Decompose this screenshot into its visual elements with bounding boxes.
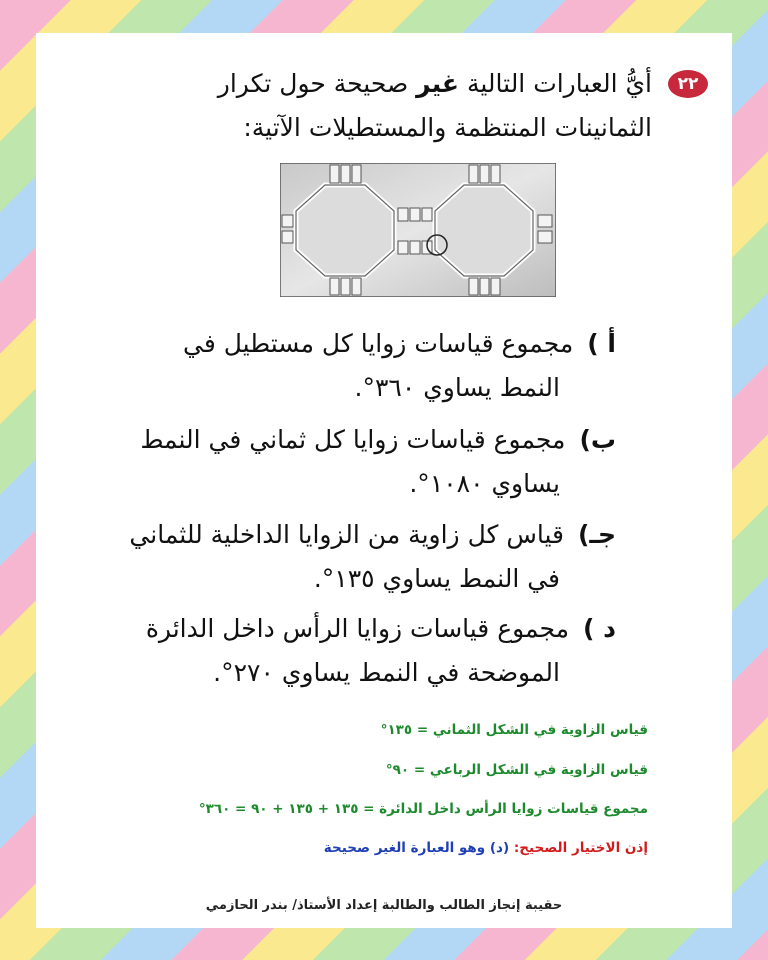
option-d [146,607,616,695]
question-line-1: أيُّ العبارات التالية غير صحيحة حول تكرار [217,69,652,98]
option-c [129,513,616,601]
option-c-line1: قياس كل زاوية من الزوايا الداخلية للثماني [129,520,564,549]
option-a-line1: مجموع قياسات زوايا كل مستطيل في [183,329,574,358]
option-a-line2: النمط يساوي ٣٦٠°. [354,373,560,402]
question-text [170,62,652,150]
option-b-line2: يساوي ١٠٨٠°. [409,469,560,498]
option-b [140,418,616,506]
option-c-letter: جـ) [578,520,616,549]
option-b-letter: ب) [579,425,616,454]
option-d-line2: الموضحة في النمط يساوي ٢٧٠°. [213,658,560,687]
solution-line-2: قياس الزاوية في الشكل الرباعي = ٩٠° [385,762,648,778]
option-c-line2: في النمط يساوي ١٣٥°. [313,564,560,593]
final-answer-note: وهو العبارة الغير صحيحة [323,840,486,856]
option-a [183,322,616,410]
question-line-2: الثمانينات المنتظمة والمستطيلات الآتية: [243,113,652,142]
option-d-line1: مجموع قياسات زوايا الرأس داخل الدائرة [145,614,570,643]
solution-line-4 [324,840,648,856]
solution-line-3: مجموع قياسات زوايا الرأس داخل الدائرة = ١٣٥ + ١٣٥ + ٩٠ = ٣٦٠° [198,801,648,817]
option-d-letter: د ) [583,614,616,643]
solution-line-1: قياس الزاوية في الشكل الثماني = ١٣٥° [380,722,648,738]
tessellation-figure [280,163,556,297]
option-b-line1: مجموع قياسات زوايا كل ثماني في النمط [140,425,566,454]
final-answer-label: إذن الاختيار الصحيح: [513,840,648,856]
question-number-badge: ٢٢ [668,70,708,98]
footer-credit: حقيبة إنجاز الطالب والطالبة إعداد الأستاذ/ بندر الحازمي [205,898,563,913]
final-answer-choice: (د) [489,840,510,856]
option-a-letter: أ ) [587,329,616,358]
